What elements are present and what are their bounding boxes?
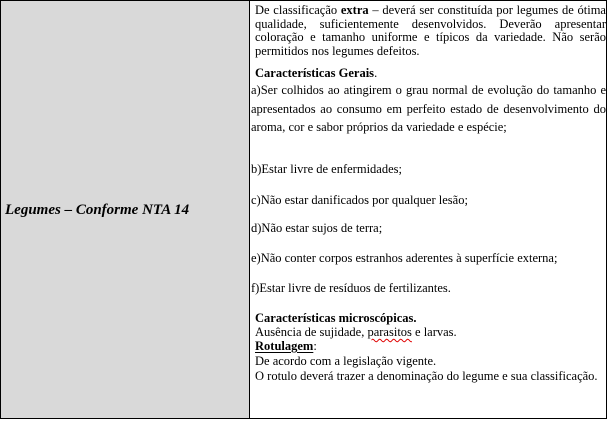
classification-text: – deverá ser constituída por legumes de ótima qualidade, suficientemente desenvolvidos. Deverão apresentar coloração e tamanho uniforme e típicos da variedade. Não serão permitidos nos legumes defeitos. (255, 3, 606, 58)
classification-prefix: De classificação (255, 3, 341, 17)
microscopic-heading: Características microscópicas. (255, 311, 417, 325)
microscopic-heading-line (255, 312, 606, 326)
general-item-a: a)Ser colhidos ao atingirem o grau normal de evolução do tamanho e apresentados ao consumo em perfeito estado de desenvolvimento do aroma, cor e sabor próprios da variedade e espécie; (251, 83, 606, 134)
labeling-heading-line (255, 340, 606, 354)
labeling-line-2: O rotulo deverá trazer a denominação do legume e sua classificação. (255, 369, 598, 383)
content-cell (250, 1, 607, 419)
row-label: Legumes – Conforme NTA 14 (5, 201, 190, 218)
labeling-heading: Rotulagem (255, 339, 314, 353)
general-item-e: e)Não conter corpos estranhos aderentes à superfície externa; (251, 251, 558, 265)
general-item-f: f)Estar livre de resíduos de fertilizantes. (251, 281, 451, 295)
classification-paragraph (255, 4, 606, 58)
labeling-heading-suffix: : (313, 339, 317, 353)
general-item-b: b)Estar livre de enfermidades; (251, 162, 402, 176)
general-heading: Características Gerais (255, 66, 375, 80)
table-row (1, 1, 607, 419)
labeling-line-1: De acordo com a legislação vigente. (255, 354, 437, 368)
microscopic-text-before: Ausência de sujidade, (255, 325, 368, 339)
spellcheck-marked-word: parasitos (367, 325, 412, 339)
content-block (250, 1, 608, 418)
general-item-d: d)Não estar sujos de terra; (251, 221, 383, 235)
general-heading-line (255, 67, 606, 81)
microscopic-text (255, 326, 606, 340)
microscopic-text-after: e larvas. (411, 325, 457, 339)
classification-extra: extra (340, 3, 369, 17)
general-heading-suffix: . (374, 66, 378, 80)
general-item-c: c)Não estar danificados por qualquer lesão; (251, 193, 468, 207)
label-cell (1, 1, 250, 419)
